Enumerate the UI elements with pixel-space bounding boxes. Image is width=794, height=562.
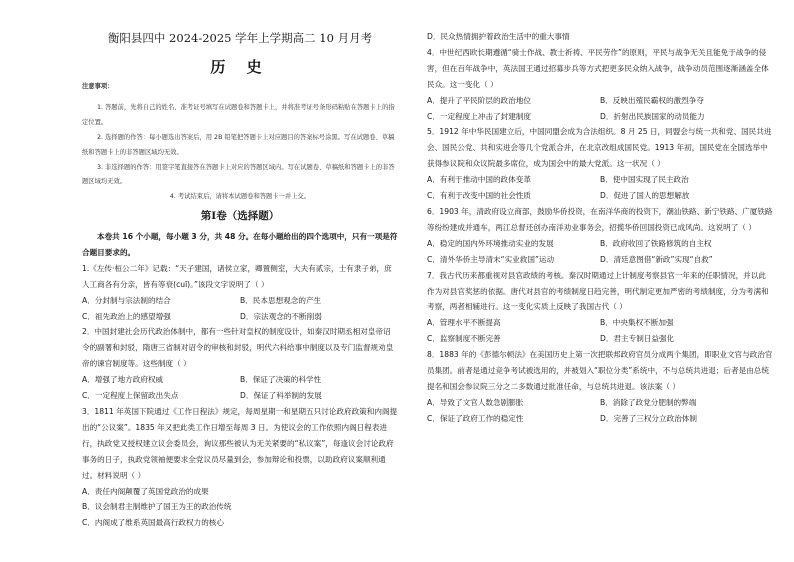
option-a: A．稳定的国内外环境推动实业的发展 xyxy=(427,238,554,248)
option-c: C．祖先政治上的感望增强 xyxy=(82,311,171,321)
notice-block xyxy=(82,80,398,205)
subject-title: 历 史 xyxy=(210,58,270,76)
option-row xyxy=(427,395,773,411)
option-a: A．分封制与宗法制的结合 xyxy=(82,295,171,305)
option-row xyxy=(82,293,398,309)
option-d: D．宗法观念的不断削弱 xyxy=(240,311,322,321)
page-title: 衡阳县四中 2024-2025 学年上学期高二 10 月月考 xyxy=(107,31,373,45)
notice-item: 3. 非选择题的作答：用签字笔直接答在答题卡上对应的答题区域内。写在试题卷、草稿纸和答题卡上的非答题区域均无效。 xyxy=(82,163,395,186)
option-b: B．反映出殖民霸权的激烈争夺 xyxy=(600,95,704,105)
section-title: 第Ⅰ卷（选择题） xyxy=(200,210,280,222)
notice-heading: 注意事项： xyxy=(82,83,114,90)
option-row xyxy=(82,388,398,404)
option-b: B．民本思想观念的产生 xyxy=(240,295,322,305)
option-row xyxy=(427,315,773,331)
option-a: A．有利于推动中国的政体变革 xyxy=(427,175,531,185)
option-a: A．增强了地方政府权威 xyxy=(82,375,164,385)
option-b: B．使中国实现了民主政治 xyxy=(600,175,689,185)
option-d: D．君主专制日益强化 xyxy=(600,334,675,344)
question-stem: 2．中国封建社会历代政治体制中，都有一些针对皇权的制度设计，如秦汉时期丞相对皇帝诏令的副署和封驳，隋唐三省制对诏令的审核和封驳，明代六科给事中制度以及专门监督规劝皇帝的谏官制度等。这些制度（ ） xyxy=(82,327,394,369)
question-stem: 3．1811 年英国下院通过《工作日程法》规定，每周星期一和星期五只讨论政府政策和内阁提出的“公议案”。1835 年又把此类工作日增至每周 3 日。为使议会的工作依照内阁日程表进行，执政党又授权建立议会委员会，询议那些被认为无关紧要的“私议案”，每逢议会讨论政府事务的日子，执政党领袖便要求全党议员尽量到会，参加辩论和投票，以助政府议案顺利通过。材料说明（ ） xyxy=(82,406,398,480)
section-intro: 本卷共 16 个小题，每小题 3 分，共 48 分。在每小题给出的四个选项中，只有一项是符合题目要求的。 xyxy=(82,232,398,257)
option-c: C．清外华侨主导清末“实业救国”运动 xyxy=(427,254,555,264)
questions-left xyxy=(82,229,398,531)
option-d: D．折射出民族国家的动员能力 xyxy=(600,111,705,121)
notice-item: 4. 考试结束后，请将本试题卷和答题卡一并上交。 xyxy=(169,193,311,201)
option-d: D．民众热情拥护着政治生活中的重大事情 xyxy=(427,32,570,41)
question-stem: 6．1903 年，清政府设立商部，鼓励华侨投资，在南洋华商的投资下，潮汕铁路、新宁铁路、广厦铁路等纷纷建成并通车，两江总督还创办南洋劝业事务会，招揽华侨回国投资已成风尚。这说明了（ ） xyxy=(427,206,773,232)
question-stem: 4．中世纪西欧长期遵循“骑士作战、教士祈祷、平民劳作”的原则，平民与战争无关且能免于战争的侵害，但在百年战争中，英法国王通过招募步兵等方式把更多民众纳入战争，战争动员范围逐渐涵盖全体民众。这一变化（ ） xyxy=(427,47,769,89)
option-b: B．中央集权不断加强 xyxy=(600,318,674,328)
option-c: C．一定程度上保留政出失点 xyxy=(82,391,179,401)
option-b: B．保证了决策的科学性 xyxy=(240,375,322,385)
option-row xyxy=(82,372,398,388)
question-stem: 7．我古代历来都重视对县官政绩的考核。秦汉时期通过上计制度考察县官一年来的任职情况，并以此作为对县官奖惩的依据。唐代对县官的考绩制度日趋完善，明代制定更加严密的考绩制度，分为考满和考察，两者相辅进行。这一变化实质上反映了我国古代（ ） xyxy=(427,270,769,312)
questions-right xyxy=(427,29,773,427)
option-c: C．有利于改变中国的社会性质 xyxy=(427,191,532,201)
option-row xyxy=(427,188,773,204)
option-a: A．提升了平民阶层的政治地位 xyxy=(427,95,531,105)
question-stem: 8．1883 年的《彭德尔顿法》在美国历史上第一次把联邦政府官员分成两个集团，即职业文官与政治官员集团。前者是通过竞争考试被选用的，并被划入“职位分类”系统中，不与总统共进退；后者是由总统提名和国会参议院三分之二多数通过批准任命，与总统共进退。该法案（ ） xyxy=(427,350,773,391)
option-row xyxy=(427,411,773,427)
option-row xyxy=(427,93,773,109)
option-a: A．导致了文官人数急剧膨胀 xyxy=(427,397,524,407)
option-row xyxy=(82,309,398,325)
option-row xyxy=(427,172,773,188)
option-a: A．责任内阁颠覆了英国党政治的成果 xyxy=(82,486,209,496)
option-c: C．一定程度上冲击了封建制度 xyxy=(427,111,532,121)
option-b: B．议会制君主制维护了国王为王的政治传统 xyxy=(82,502,232,512)
option-d: D．促进了国人的思想解放 xyxy=(600,191,690,201)
notice-item: 2. 选择题的作答：每小题选出答案后，用 2B 铅笔把答题卡上对应题目的答案标号涂黑。写在试题卷、草稿纸和答题卡上的非答题区域均无效。 xyxy=(82,133,395,156)
option-a: A．管理水平不断提高 xyxy=(427,318,501,328)
option-c: C．内阁成了维系英国最高行政权力的核心 xyxy=(82,518,224,528)
option-row xyxy=(427,252,773,268)
option-d: D．清廷意图借“新政”实现“自救” xyxy=(600,254,713,264)
option-row xyxy=(427,109,773,125)
option-c: C．保证了政府工作的稳定性 xyxy=(427,413,524,423)
option-b: B．消除了政党分肥制的弊端 xyxy=(600,397,697,407)
option-row xyxy=(427,236,773,252)
option-row xyxy=(427,331,773,347)
question-stem: 1.《左传·桓公二年》记载：“天子建国，诸侯立家，卿置侧室，大夫有贰宗，士有隶子弟，庶人工商各有分亲，皆有等衰(cuī)。”该段文字说明了（ ） xyxy=(82,263,392,289)
option-d: D．保证了科举制的发展 xyxy=(240,391,322,401)
notice-item: 1. 答题前，先将自己的姓名、准考证号填写在试题卷和答题卡上，并将准考证号条形码粘贴在答题卡上的指定位置。 xyxy=(82,103,395,126)
question-stem: 5．1912 年中华民国建立后，中国同盟会成为合法组织。8 月 25 日，同盟会与统一共和党、国民共进会、国民公党、共和实进会等几个党派合并，在北京改组成国民党。1913 年初，国民党在全国选举中获得参议院和众议院最多席位，成为国会中的最大党派。这一状况（ ） xyxy=(427,127,772,169)
option-b: B．政府收回了铁路修筑的自主权 xyxy=(600,238,712,248)
option-c: C．监察制度不断完善 xyxy=(427,334,501,344)
option-d: D．完善了三权分立政治体制 xyxy=(600,413,697,423)
